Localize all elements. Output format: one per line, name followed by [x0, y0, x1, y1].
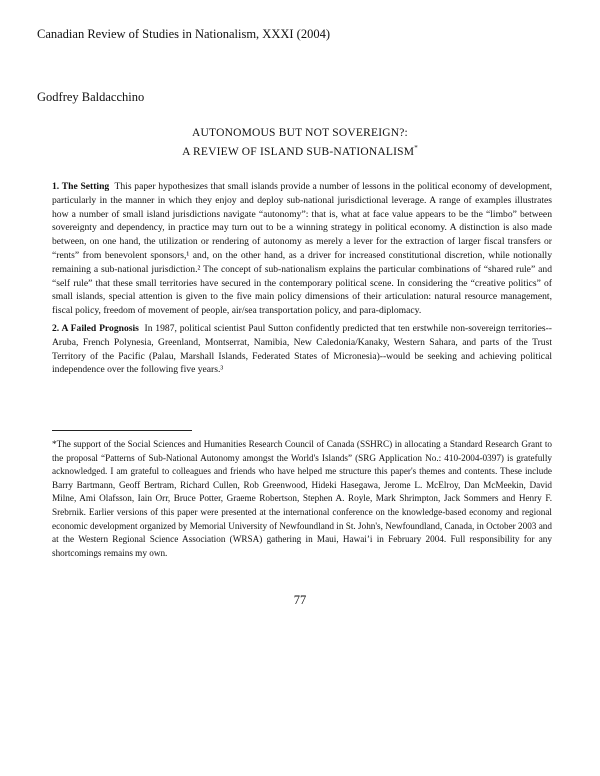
section-heading: 2. A Failed Prognosis	[52, 322, 139, 334]
section-heading: 1. The Setting	[52, 181, 110, 192]
section-text: In 1987, political scientist Paul Sutton confidently predicted that ten erstwhile non-sovereign territories--Aruba, French Polynesia, Greenland, Montserrat, Namibia, New Caledonia/Kanaky, Western Sahara, and parts of the Trust Territory of the Pacific (Palau, Marshall Islands, Federated States of Micronesia)--would be seeking and achieving political independence over the following five years.³	[52, 322, 552, 376]
section-text: This paper hypothesizes that small islands provide a number of lessons in the political economy of development, particularly in the manner in which they enjoy and deploy sub-national jurisdictional leverage. A range of examples illustrates how a number of small island jurisdictions navigate “autonomy”: that is, what at face value appears to be the “limbo” between sovereignty and dependency, in practice may turn out to be a winning strategy in political economy. A distinction is also made between, on one hand, the utilization or rendering of autonomy as merely a lever for the extraction of larger fiscal transfers or “rents” from benevolent sponsors,¹ and, on the other hand, as a driver for increased constitutional discretion, while notionally remaining a sub-national jurisdiction.² The concept of sub-nationalism explains the particular combinations of “shared rule” and “self rule” that these small territories have secured in the contemporary political scene. In considering the “creative politics” of small islands, special attention is given to the five main policy dimensions of their articulation: natural resource management, fiscal policy, freedom of movement of people, air/sea transportation policy, and para-diplomacy.	[52, 181, 553, 317]
author-name: Godfrey Baldacchino	[37, 90, 145, 104]
article-title	[150, 126, 450, 160]
footnote: *The support of the Social Sciences and Humanities Research Council of Canada (SSHRC) in allocating a Standard Research Grant to the proposal “Patterns of Sub-National Autonomy amongst the World's Islands” (SRG Application No.: 410-2004-0397) is gratefully acknowledged. I am grateful to colleagues and friends who have helped me structure this paper's themes and contents. These include Barry Bartmann, Geoff Bertram, Richard Cullen, Rob Greenwood, Hideki Hasegawa, Jerome L. McElroy, Dan McMeekin, David Milne, Ami Olafsson, Iain Orr, Bruce Potter, Graeme Robertson, Stephen A. Royle, Mark Shrimpton, Jack Sommers and Henry F. Srebrnik. Earlier versions of this paper were presented at the international conference on the knowledge-based economy and regional economic development organized by Memorial University of Newfoundland in St. John's, Newfoundland, Canada, in October 2003 and at the Western Regional Science Association (WRSA) gathering in Maui, Hawai’i in February 2004. Full responsibility for any shortcomings remains my own.	[52, 439, 552, 558]
title-line-1: AUTONOMOUS BUT NOT SOVEREIGN?:	[192, 127, 408, 139]
title-footnote-marker: *	[414, 144, 418, 152]
running-header: Canadian Review of Studies in Nationalism, XXXI (2004)	[37, 27, 331, 41]
title-line-2-text: A REVIEW OF ISLAND SUB-NATIONALISM	[182, 145, 415, 158]
section-failed-prognosis	[52, 322, 552, 377]
footnote-separator	[52, 430, 192, 431]
article-body	[52, 180, 552, 381]
section-setting	[52, 180, 552, 318]
title-line-2	[150, 141, 450, 160]
page-number: 77	[293, 593, 307, 607]
